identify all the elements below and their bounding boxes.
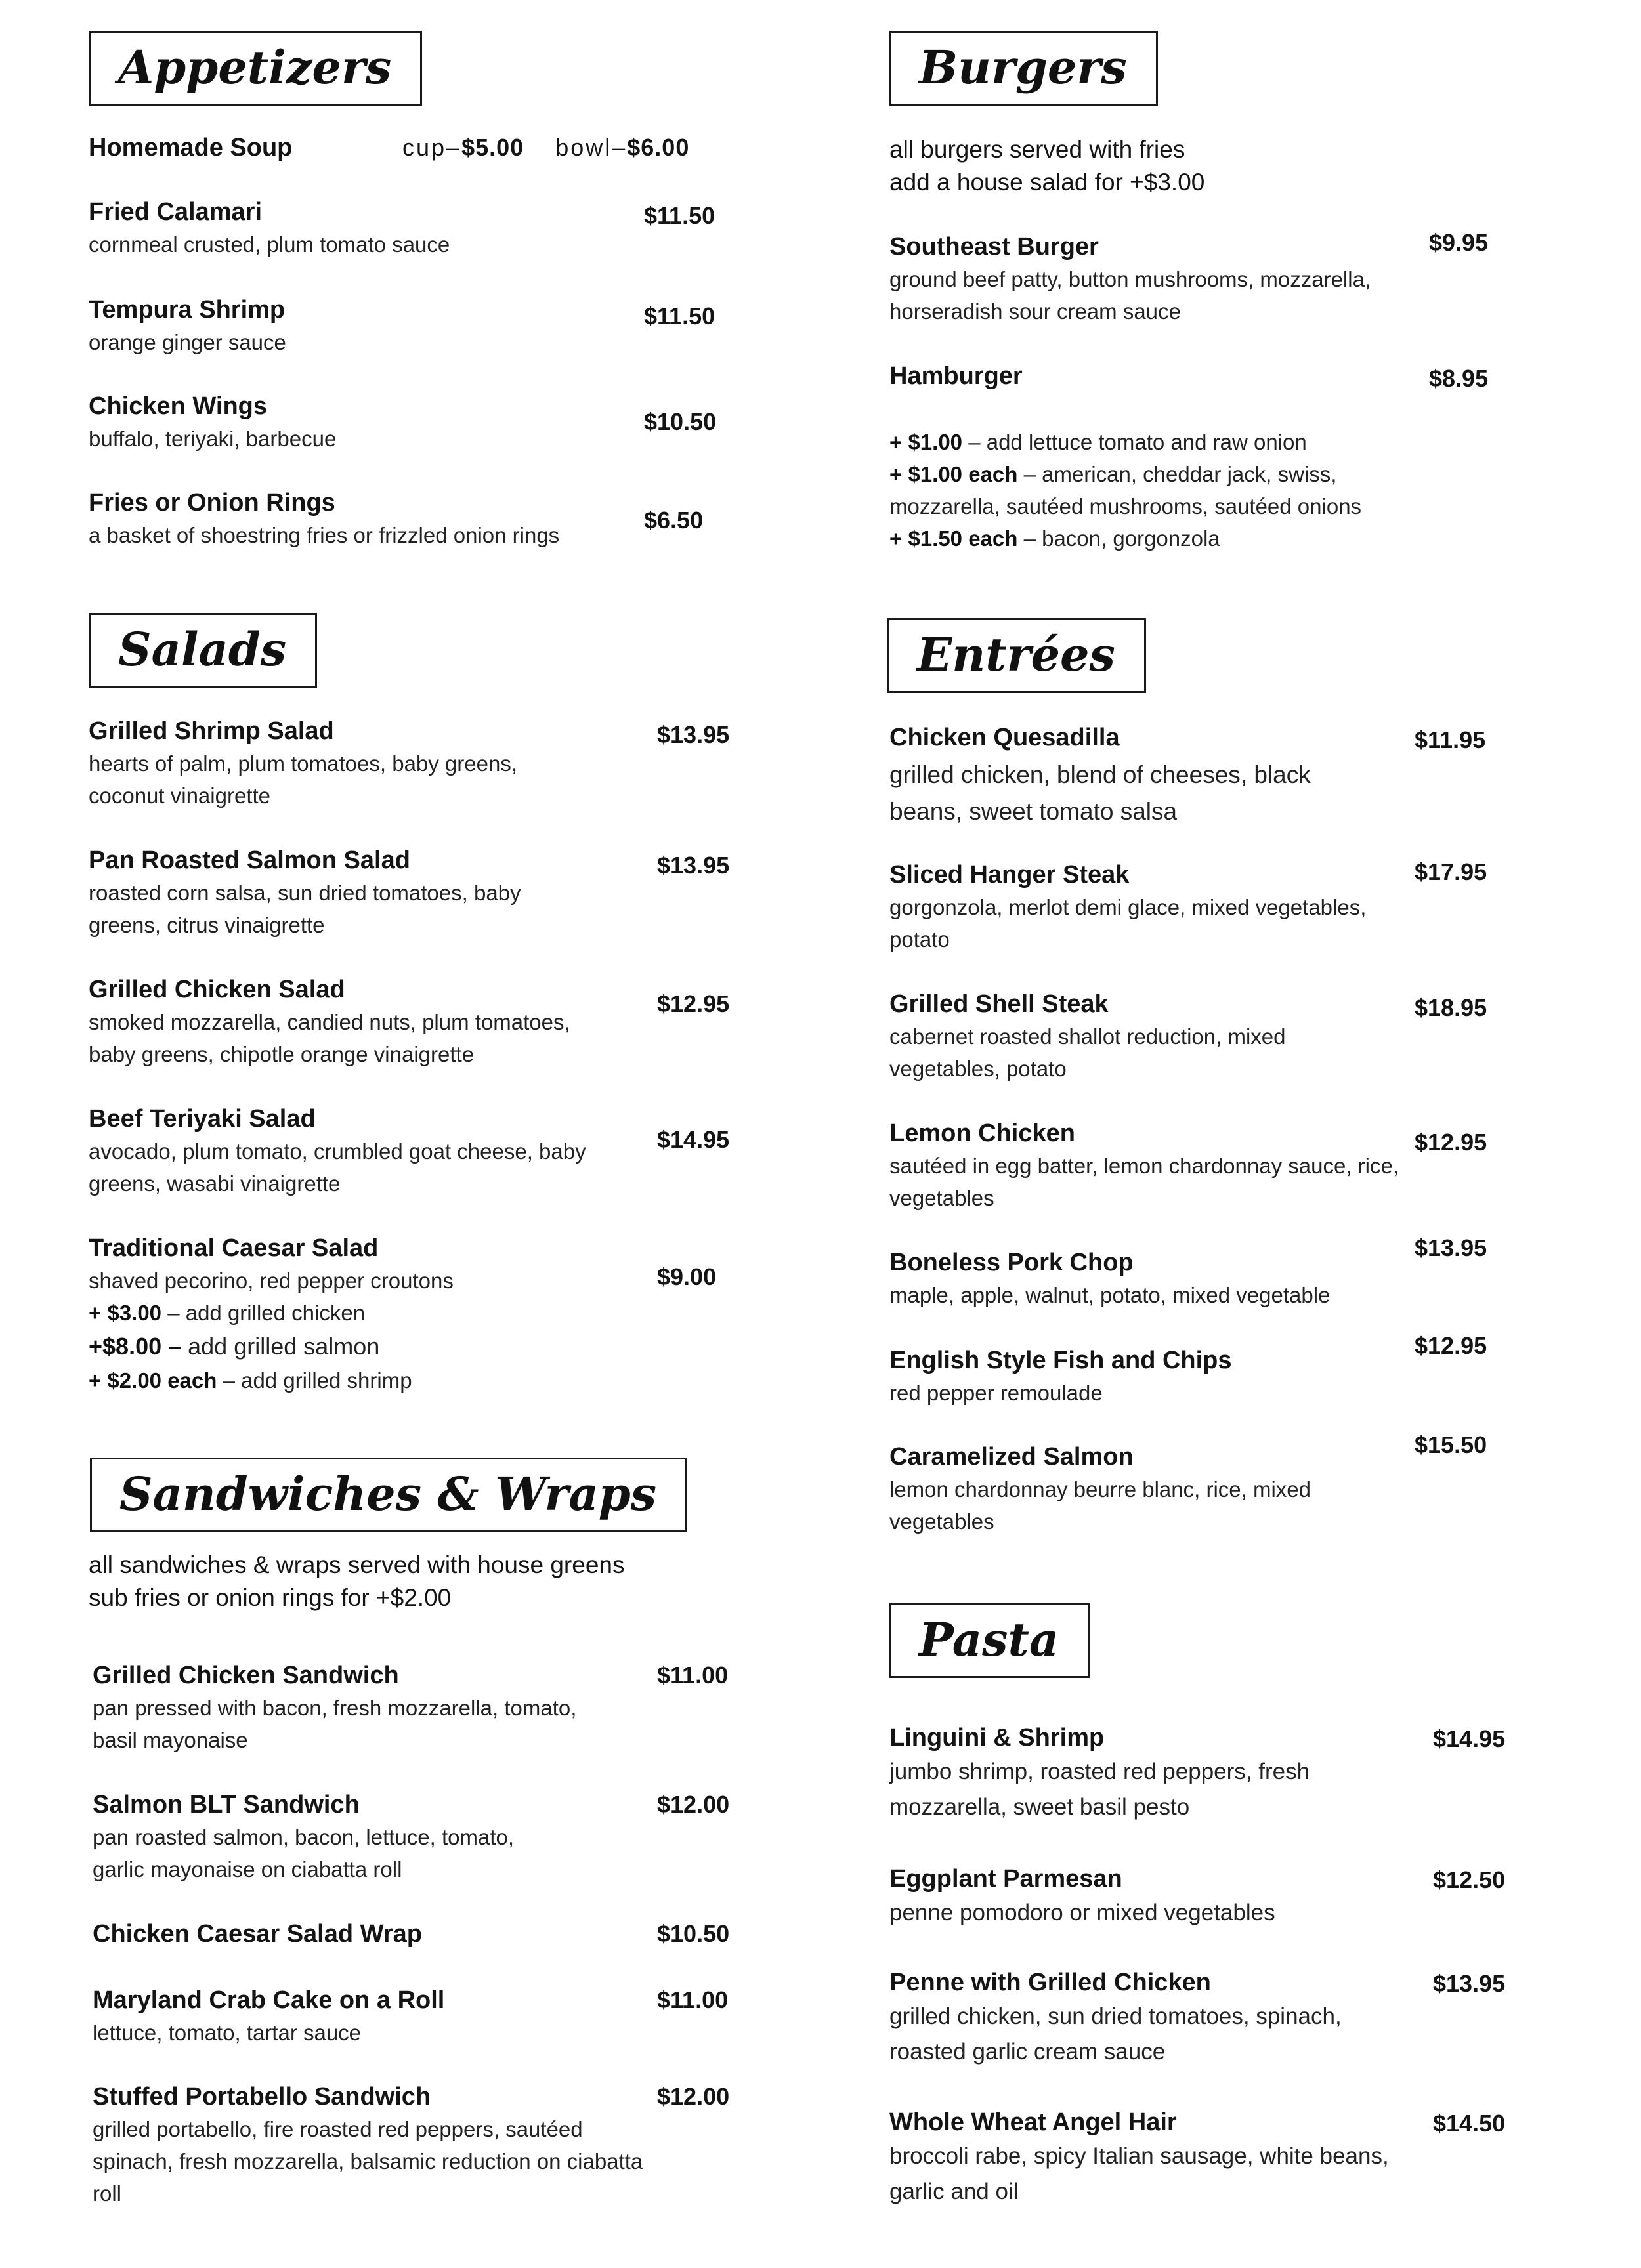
cup-price: $5.00 [461,134,524,161]
item-name: Beef Teriyaki Salad [89,1105,316,1133]
menu-item [889,1117,1546,1214]
menu-item [93,2080,749,2210]
item-description: sautéed in egg batter, lemon chardonnay sauce, rice, vegetables [889,1154,1399,1210]
item-name: Caramelized Salmon [889,1443,1134,1471]
item-name: Salmon BLT Sandwich [93,1791,360,1818]
salads-section [89,613,745,688]
addon-text: – add grilled shrimp [217,1368,412,1393]
addon-price: + $1.00 [889,430,963,454]
menu-item [889,1721,1546,1825]
sandwiches-note [89,1549,624,1614]
item-price: $11.50 [644,202,715,229]
addon-line [89,1364,653,1396]
item-name: Fried Calamari [89,198,262,226]
item-description: avocado, plum tomato, crumbled goat cheese, baby greens, wasabi vinaigrette [89,1139,586,1196]
item-name: Southeast Burger [889,233,1099,261]
item-price: $12.00 [657,1791,730,1818]
item-description: pan roasted salmon, bacon, lettuce, tomato, garlic mayonaise on ciabatta roll [93,1825,515,1881]
item-name: Grilled Chicken Salad [89,976,345,1003]
menu-item [889,1966,1546,2070]
menu-item [889,230,1546,327]
menu-item [889,1862,1546,1931]
menu-item [889,2106,1546,2210]
item-description: hearts of palm, plum tomatoes, baby greens, coconut vinaigrette [89,751,518,808]
menu-item [889,1431,1546,1538]
item-name: Lemon Chicken [889,1120,1075,1147]
item-name: Maryland Crab Cake on a Roll [93,1986,445,2014]
item-name: Eggplant Parmesan [889,1865,1122,1893]
addon-line [89,1297,653,1329]
item-price: $11.50 [644,303,715,329]
item-price: $12.95 [1415,1129,1487,1156]
sandwiches-heading: Sandwiches & Wraps [90,1458,687,1532]
note-line: all burgers served with fries [889,136,1185,163]
item-description: red pepper remoulade [889,1381,1103,1405]
menu-item [93,1984,749,2049]
item-name: Chicken Wings [89,392,268,420]
addon-price: + $1.50 each [889,526,1018,551]
item-price: $11.00 [657,1662,729,1689]
burgers-section [889,31,1546,106]
menu-item [93,1659,749,1756]
addon-price: +$8.00 – [89,1333,182,1360]
appetizers-heading: Appetizers [89,31,422,106]
menu-item [889,988,1546,1085]
addon-line [889,458,1434,522]
pasta-section [889,1603,1546,1678]
item-description: roasted corn salsa, sun dried tomatoes, baby greens, citrus vinaigrette [89,881,521,937]
item-price: $11.95 [1415,726,1486,753]
item-name: Grilled Chicken Sandwich [93,1662,399,1689]
addon-text: – add grilled chicken [161,1301,366,1325]
item-description: cornmeal crusted, plum tomato sauce [89,232,450,257]
addon-line [889,522,1434,555]
item-description: smoked mozzarella, candied nuts, plum tomatoes, baby greens, chipotle orange vinaigrette [89,1010,570,1066]
burgers-note [889,133,1204,199]
item-description: ground beef patty, button mushrooms, mozzarella, horseradish sour cream sauce [889,267,1371,324]
item-name: Sliced Hanger Steak [889,861,1130,889]
item-price: $14.95 [657,1126,730,1153]
item-price: $14.95 [1433,1725,1506,1752]
item-price: $6.50 [644,507,704,534]
item-price: $17.95 [1415,858,1487,885]
item-price: $10.50 [657,1920,730,1947]
item-description: cabernet roasted shallot reduction, mixed vegetables, potato [889,1024,1286,1081]
item-name: Grilled Shell Steak [889,990,1109,1018]
menu-item [889,1332,1546,1409]
pasta-heading: Pasta [889,1603,1090,1678]
addon-line [89,1329,653,1364]
cup-label: cup– [402,134,462,161]
appetizers-section [89,31,745,106]
item-price: $12.95 [1415,1332,1487,1359]
addon-text: – american, cheddar jack, swiss, mozzarella, sautéed mushrooms, sautéed onions [889,462,1362,518]
menu-item [889,721,1546,830]
item-price: $12.50 [1433,1866,1506,1893]
item-description: orange ginger sauce [89,330,286,354]
menu-item [89,973,730,1070]
entrees-section [887,618,1544,693]
item-price: $12.00 [657,2083,730,2110]
item-price: $9.95 [1429,229,1489,256]
menu-item [889,858,1546,956]
item-description: shaved pecorino, red pepper croutons [89,1269,454,1293]
menu-item [889,360,1546,392]
item-name: Linguini & Shrimp [889,1724,1105,1752]
item-price: $8.95 [1429,365,1489,392]
item-price: $15.50 [1415,1431,1487,1458]
menu-item [89,715,730,812]
item-description: grilled chicken, sun dried tomatoes, spinach, roasted garlic cream sauce [889,2004,1342,2065]
item-name: Chicken Caesar Salad Wrap [93,1920,422,1948]
item-description: pan pressed with bacon, fresh mozzarella, tomato, basil mayonaise [93,1696,577,1752]
item-price: $12.95 [657,990,730,1017]
item-name: Hamburger [889,362,1023,390]
menu-item [89,844,730,941]
item-name: Fries or Onion Rings [89,489,335,516]
menu-item [889,1234,1546,1311]
note-line: sub fries or onion rings for +$2.00 [89,1584,452,1611]
addon-text: – bacon, gorgonzola [1017,526,1220,551]
item-description: a basket of shoestring fries or frizzled onion rings [89,523,560,547]
item-name: Boneless Pork Chop [889,1249,1134,1276]
item-description: grilled chicken, blend of cheeses, black beans, sweet tomato salsa [889,761,1311,825]
item-name: Pan Roasted Salmon Salad [89,847,410,874]
item-description: broccoli rabe, spicy Italian sausage, white beans, garlic and oil [889,2143,1389,2204]
item-description: maple, apple, walnut, potato, mixed vegetable [889,1283,1331,1307]
item-name: Grilled Shrimp Salad [89,717,334,745]
menu-item [89,196,745,261]
note-line: all sandwiches & wraps served with house greens [89,1551,625,1578]
item-description: jumbo shrimp, roasted red peppers, fresh mozzarella, sweet basil pesto [889,1759,1310,1820]
menu-item [93,1918,749,1950]
addon-price: + $1.00 each [889,462,1018,486]
addon-price: + $2.00 each [89,1368,217,1393]
item-description: buffalo, teriyaki, barbecue [89,427,337,451]
addon-text: – add lettuce tomato and raw onion [962,430,1307,454]
item-description: gorgonzola, merlot demi glace, mixed vegetables, potato [889,895,1367,952]
item-description: grilled portabello, fire roasted red peppers, sautéed spinach, fresh mozzarella, balsamic reduction on ciabatta roll [93,2117,643,2206]
burger-addons [889,426,1434,555]
item-price: $13.95 [1415,1234,1487,1261]
item-price: $18.95 [1415,994,1487,1021]
bowl-price: $6.00 [627,134,690,161]
item-name: English Style Fish and Chips [889,1347,1232,1374]
item-name: Tempura Shrimp [89,296,286,324]
soup-item [89,131,745,164]
menu-item [89,293,745,358]
sandwiches-section [90,1458,773,1532]
item-price: $14.50 [1433,2110,1506,2137]
entrees-heading: Entrées [887,618,1146,693]
item-description: lettuce, tomato, tartar sauce [93,2021,362,2045]
item-description: lemon chardonnay beurre blanc, rice, mixed vegetables [889,1477,1311,1534]
item-description: penne pomodoro or mixed vegetables [889,1900,1275,1925]
addon-line [889,426,1434,458]
item-name: Penne with Grilled Chicken [889,1969,1211,1996]
burgers-heading: Burgers [889,31,1158,106]
note-line: add a house salad for +$3.00 [889,169,1205,196]
addon-price: + $3.00 [89,1301,162,1325]
item-name: Stuffed Portabello Sandwich [93,2083,431,2110]
item-price: $13.95 [1433,1970,1506,1997]
salads-heading: Salads [89,613,317,688]
item-price: $13.95 [657,721,730,748]
item-price: $13.95 [657,852,730,879]
menu-item [89,1232,717,1396]
menu-item [89,486,745,551]
item-price: $9.00 [657,1263,717,1290]
menu-item [89,1102,730,1200]
item-name: Chicken Quesadilla [889,724,1120,751]
item-name: Homemade Soup [89,134,293,161]
menu-item [93,1788,749,1885]
item-price: $10.50 [644,408,717,435]
item-price: $11.00 [657,1986,729,2013]
soup-sizes [402,131,689,164]
menu-item [89,390,745,455]
item-name: Whole Wheat Angel Hair [889,2109,1177,2136]
item-name: Traditional Caesar Salad [89,1234,379,1262]
addon-text: add grilled salmon [181,1333,380,1360]
bowl-label: bowl– [555,134,628,161]
